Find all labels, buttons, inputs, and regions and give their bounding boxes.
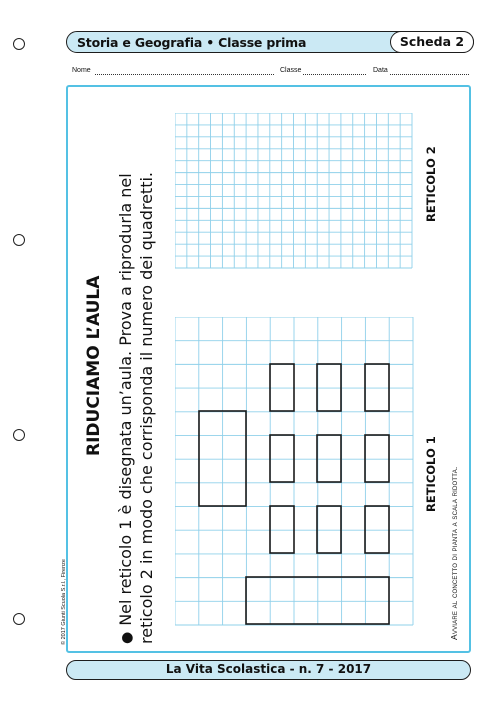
grid-reticolo-1 (175, 317, 415, 627)
instruction-body: Nel reticolo 1 è disegnata un’aula. Prova a riprodurla nel reticolo 2 in modo che corrisponda il numero dei quadretti. (116, 171, 156, 644)
teacher-footnote: Avviare al concetto di pianta a scala ridotta. (449, 466, 459, 640)
name-label: Nome (72, 67, 91, 74)
student-desk (270, 506, 294, 553)
binder-hole-4 (13, 613, 25, 625)
grid1-label: RETICOLO 1 (424, 436, 438, 512)
grid2-label: RETICOLO 2 (424, 146, 438, 222)
student-desk (365, 364, 389, 411)
name-line[interactable] (95, 74, 274, 75)
class-line[interactable] (303, 74, 366, 75)
header-subject: Storia e Geografia • Classe prima (77, 35, 307, 50)
student-desk (317, 364, 341, 411)
binder-hole-3 (13, 429, 25, 441)
bullet-icon: ● (119, 631, 135, 644)
student-desk (270, 364, 294, 411)
student-desk (317, 435, 341, 482)
sheet-label: Scheda 2 (390, 31, 474, 53)
class-label: Classe (280, 67, 302, 74)
student-desk (365, 435, 389, 482)
student-desk (365, 506, 389, 553)
footer-bar: La Vita Scolastica - n. 7 - 2017 (66, 660, 471, 680)
binder-hole-1 (13, 38, 25, 50)
date-label: Data (373, 67, 388, 74)
binder-hole-2 (13, 234, 25, 246)
exercise-title: RIDUCIAMO L’AULA (84, 275, 104, 456)
grid-reticolo-2[interactable] (175, 113, 413, 269)
date-line[interactable] (390, 74, 469, 75)
student-desk (317, 506, 341, 553)
header-bar (66, 31, 474, 53)
student-desk (270, 435, 294, 482)
copyright-text: © 2017 Giunti Scuola S.r.l., Firenze (61, 559, 67, 645)
instruction-text (116, 114, 156, 644)
